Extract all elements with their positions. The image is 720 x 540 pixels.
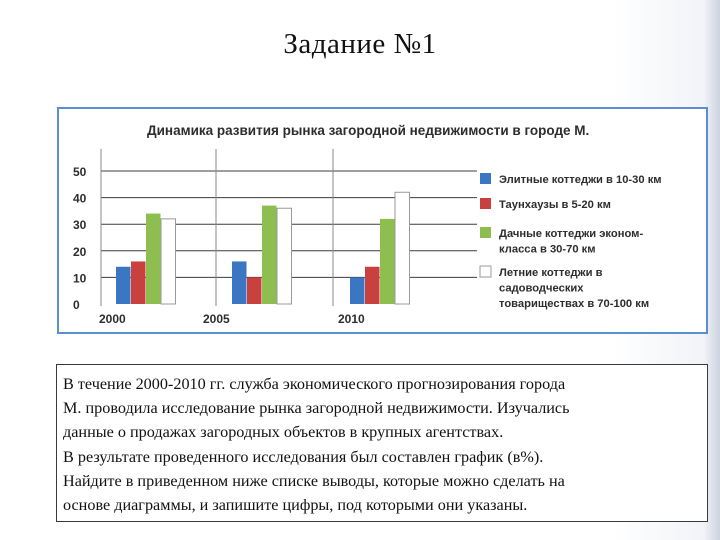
legend-label: класса в 30-70 км [499,243,596,256]
description-line-6: основе диаграммы, и запишите цифры, под которыми они указаны. [63,496,528,515]
bar [277,208,292,304]
bars [116,192,410,304]
y-tick-label: 40 [73,191,87,206]
description-line-4: В результате проведенного исследования был составлен график (в%). [63,447,544,466]
bar [395,192,410,304]
x-tick-label: 2005 [203,312,230,326]
bar [365,267,380,304]
y-tick-label: 30 [73,218,87,233]
bar [116,267,131,304]
slide-title: Задание №1 [283,28,437,60]
task-description [56,364,708,522]
x-axis-ticks [99,312,365,326]
bar [380,219,395,304]
y-tick-label: 0 [73,298,80,312]
chart-title: Динамика развития рынка загородной недвижимости в городе М. [147,123,590,138]
description-line-2: М. проводила исследование рынка загородной недвижимости. Изучались [63,399,570,418]
y-tick-label: 50 [73,165,87,179]
bar [232,261,247,304]
legend-label: Элитные коттеджи в 10-30 км [499,174,662,186]
legend-swatch [480,173,491,184]
legend-label: садоводческих [499,282,584,295]
bar [131,261,146,304]
description-line-1: В течение 2000-2010 гг. служба экономического прогнозирования города [63,375,566,393]
chart-panel [57,107,708,334]
legend-swatch [480,198,491,209]
legend-label: Таунхаузы в 5-20 км [499,199,611,211]
description-line-3: данные о продажах загородных объектов в крупных агентствах. [63,423,504,442]
legend-swatch [480,266,491,277]
legend-swatch [480,227,491,238]
bar-chart [59,109,706,332]
y-tick-label: 20 [73,244,87,259]
x-tick-label: 2000 [99,312,126,326]
legend-label: Летние коттеджи в [499,267,603,279]
bar [350,277,365,304]
legend [480,173,662,310]
bar [262,206,277,304]
bar [161,219,176,304]
bar [247,277,262,304]
x-tick-label: 2010 [338,312,365,326]
y-tick-label: 10 [73,271,87,286]
legend-label: Дачные коттеджи эконом- [499,228,644,240]
legend-label: товариществах в 70-100 км [499,298,650,310]
description-line-5: Найдите в приведенном ниже списке выводы, которые можно сделать на [63,471,565,490]
bar [146,214,161,304]
y-axis-ticks [73,165,87,312]
